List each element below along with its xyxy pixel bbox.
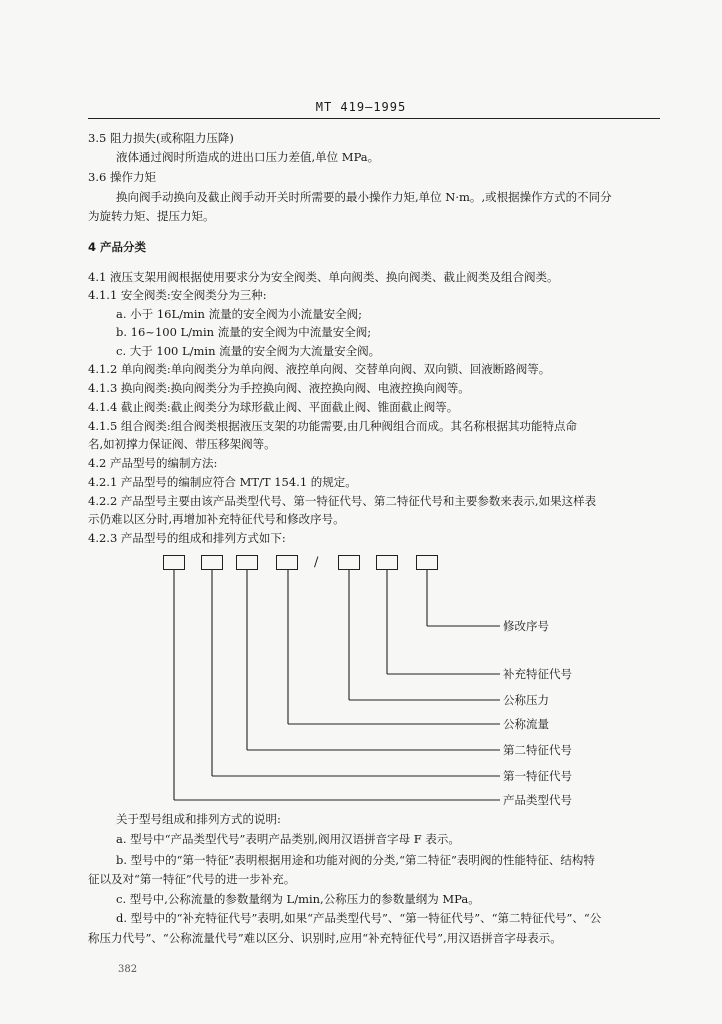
- label-supplementary-feature: 补充特征代号: [503, 667, 572, 681]
- clause-3-5-text: 液体通过阀时所造成的进出口压力差值,单位 MPa。: [116, 150, 380, 164]
- clause-4-1-5-line1: 4.1.5 组合阀类:组合阀类根据液压支架的功能需要,由几种阀组合而成。其名称根据其功能特点命: [88, 419, 577, 433]
- clause-4-2-1: 4.2.1 产品型号的编制应符合 MT/T 154.1 的规定。: [88, 475, 357, 489]
- standard-code: MT 419—1995: [315, 100, 407, 114]
- box-nominal-pressure: [338, 555, 360, 570]
- clause-4-1-1-c: c. 大于 100 L/min 流量的安全阀为大流量安全阀。: [116, 344, 381, 358]
- explanation-b-line2: 征以及对“第一特征”代号的进一步补充。: [88, 872, 296, 886]
- clause-3-6-text-1-main: 换向阀手动换向及截止阀手动开关时所需要的最小操作力矩,单位 N·m。: [116, 190, 482, 204]
- label-nominal-flow: 公称流量: [503, 717, 549, 731]
- explanation-b-line1: b. 型号中的“第一特征”表明根据用途和功能对阀的分类,“第二特征”表明阀的性能特征、结构特: [116, 853, 595, 867]
- box-revision: [416, 555, 438, 570]
- clause-4-1-3: 4.1.3 换向阀类:换向阀类分为手控换向阀、液控换向阀、电液控换向阀等。: [88, 381, 470, 395]
- clause-3-5-title: 3.5 阻力损失(或称阻力压降): [88, 131, 234, 145]
- explanation-d-line2: 称压力代号”、“公称流量代号”难以区分、识别时,应用“补充特征代号”,用汉语拼音字母表示。: [88, 931, 562, 945]
- box-product-type: [163, 555, 185, 570]
- clause-4-1-5-line2: 名,如初撑力保证阀、带压移架阀等。: [88, 437, 276, 451]
- clause-3-6-text-1-tail: ,或根据操作方式的不同分: [481, 190, 612, 204]
- box-nominal-flow: [276, 555, 298, 570]
- clause-3-6-text-2: 为旋转力矩、提压力矩。: [88, 209, 215, 223]
- explanation-a: a. 型号中“产品类型代号”表明产品类别,阀用汉语拼音字母 F 表示。: [116, 832, 460, 846]
- label-second-feature: 第二特征代号: [503, 743, 572, 757]
- label-revision: 修改序号: [503, 619, 549, 633]
- section-4-heading: 4 产品分类: [88, 240, 147, 254]
- clause-4-2: 4.2 产品型号的编制方法:: [88, 456, 218, 470]
- label-nominal-pressure: 公称压力: [503, 693, 549, 707]
- clause-4-1-1-a: a. 小于 16L/min 流量的安全阀为小流量安全阀;: [116, 307, 362, 321]
- clause-4-2-2-line1: 4.2.2 产品型号主要由该产品类型代号、第一特征代号、第二特征代号和主要参数来表示,如果这样表: [88, 494, 597, 508]
- explanation-heading: 关于型号组成和排列方式的说明:: [116, 812, 281, 826]
- clause-3-6-title: 3.6 操作力矩: [88, 170, 156, 184]
- clause-4-1-1-b: b. 16~100 L/min 流量的安全阀为中流量安全阀;: [116, 325, 372, 339]
- clause-4-1-1: 4.1.1 安全阀类:安全阀类分为三种:: [88, 288, 267, 302]
- explanation-d-line1: d. 型号中的“补充特征代号”表明,如果“产品类型代号”、“第一特征代号”、“第二特征代号”、“公: [116, 911, 602, 925]
- box-supplementary-feature: [376, 555, 398, 570]
- label-product-type: 产品类型代号: [503, 793, 572, 807]
- box-first-feature: [201, 555, 223, 570]
- clause-4-2-2-line2: 示仍难以区分时,再增加补充特征代号和修改序号。: [88, 512, 345, 526]
- box-second-feature: [236, 555, 258, 570]
- clause-4-2-3: 4.2.3 产品型号的组成和排列方式如下:: [88, 531, 286, 545]
- label-first-feature: 第一特征代号: [503, 769, 572, 783]
- page-number: 382: [118, 964, 138, 975]
- slash-separator: /: [314, 555, 319, 570]
- explanation-c: c. 型号中,公称流量的参数量纲为 L/min,公称压力的参数量纲为 MPa。: [116, 892, 480, 906]
- clause-4-1-2: 4.1.2 单向阀类:单向阀类分为单向阀、液控单向阀、交替单向阀、双向锁、回液断路阀等。: [88, 362, 551, 376]
- clause-4-1: 4.1 液压支架用阀根据使用要求分为安全阀类、单向阀类、换向阀类、截止阀类及组合阀类。: [88, 270, 559, 284]
- clause-4-1-4: 4.1.4 截止阀类:截止阀类分为球形截止阀、平面截止阀、锥面截止阀等。: [88, 400, 459, 414]
